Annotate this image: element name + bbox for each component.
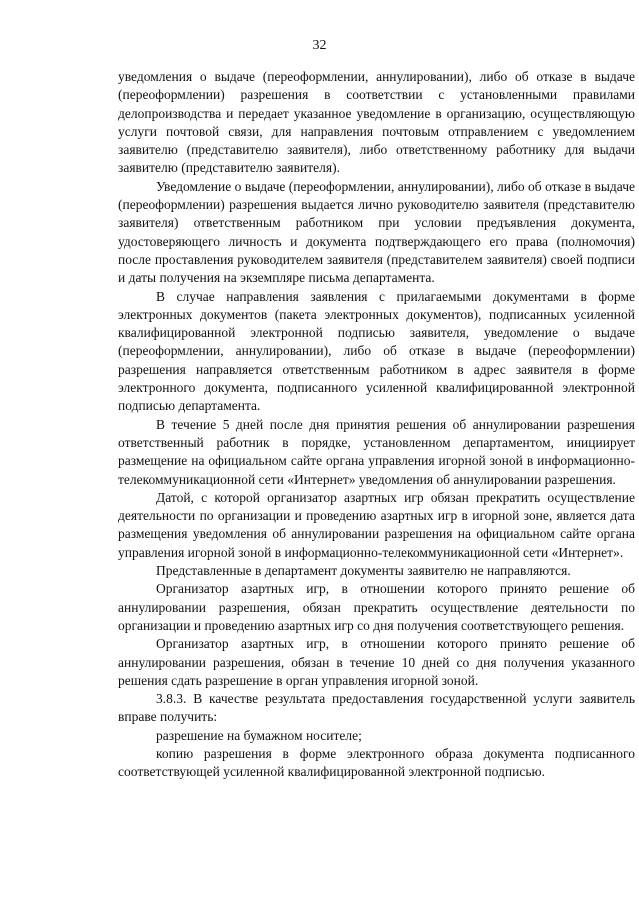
paragraph: 3.8.3. В качестве результата предоставления государственной услуги заявитель вправе получить: [118, 691, 635, 725]
document-body [118, 68, 635, 782]
paragraph: Представленные в департамент документы заявителю не направляются. [156, 563, 571, 579]
paragraph: В случае направления заявления с прилагаемыми документами в форме электронных документов (пакета электронных документов), подписанных усиленной квалифицированной электронной подписью заявителя, уведомление о выдаче (переоформлении, аннулировании), либо об отказе в выдаче (переоформлении) разрешения направляется ответственным работником в адрес заявителя в форме электронного документа, подписанного усиленной квалифицированной электронной подписью департамента. [118, 288, 635, 414]
paragraph: уведомления о выдаче (переоформлении, аннулировании), либо об отказе в выдаче (переоформлении) разрешения в соответствии с установленными правилами делопроизводства и передает указанное уведомление в организацию, осуществляющую услуги почтовой связи, для направления почтовым отправлением с уведомлением заявителю (представителю заявителя), либо ответственному работнику для выдачи заявителю (представителю заявителя). [118, 69, 635, 176]
paragraph: Организатор азартных игр, в отношении которого принято решение об аннулировании разрешения, обязан прекратить осуществление деятельности по организации и проведению азартных игр со дня получения соответствующего решения. [118, 581, 635, 633]
paragraph: Уведомление о выдаче (переоформлении, аннулировании), либо об отказе в выдаче (переоформлении) разрешения выдается лично руководителю заявителя (представителю заявителя) ответственным работником при условии предъявления документа, удостоверяющего личность и документа подтверждающего его права (полномочия) после проставления руководителем заявителя (представителем заявителя) своей подписи и даты получения на экземпляре письма департамента. [118, 178, 635, 286]
paragraph: Организатор азартных игр, в отношении которого принято решение об аннулировании разрешения, обязан в течение 10 дней со дня получения указанного решения сдать разрешение в орган управления игорной зоной. [118, 636, 635, 688]
paragraph: разрешение на бумажном носителе; [156, 727, 362, 743]
paragraph: В течение 5 дней после дня принятия решения об аннулировании разрешения ответственный работник в порядке, установленном департаментом, инициирует размещение на официальном сайте органа управления игорной зоной в информационно-телекоммуникационной сети «Интернет» уведомления об аннулировании разрешения. [118, 416, 635, 487]
paragraph: Датой, с которой организатор азартных игр обязан прекратить осуществление деятельности по организации и проведению азартных игр в игорной зоне, является дата размещения уведомления об аннулировании разрешения на официальном сайте органа управления игорной зоной в информационно-телекоммуникационной сети «Интернет». [118, 489, 635, 560]
page-number: 32 [312, 38, 327, 53]
paragraph: копию разрешения в форме электронного образа документа подписанного соответствующей усиленной квалифицированной электронной подписью. [118, 745, 635, 780]
